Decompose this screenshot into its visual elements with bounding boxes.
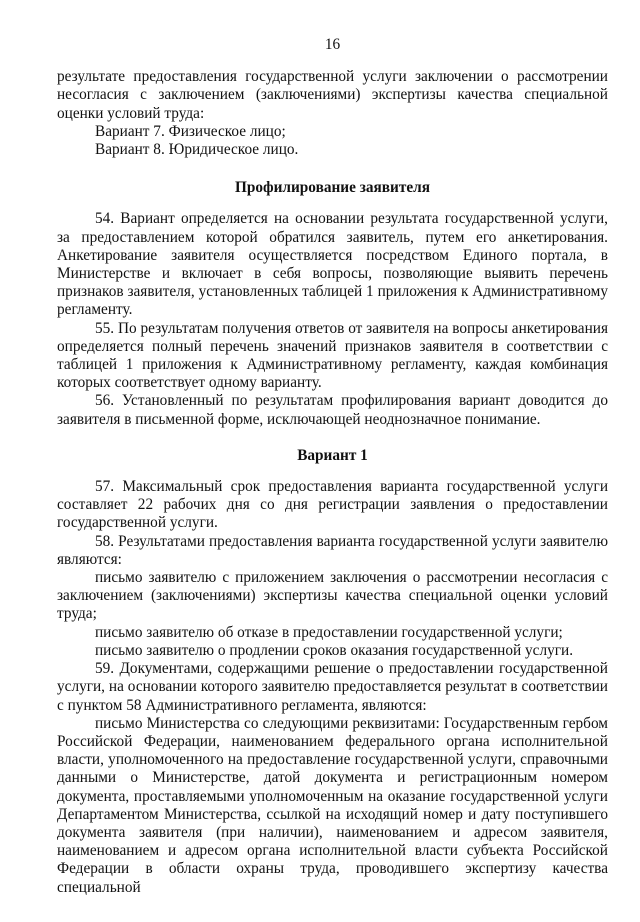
paragraph-58: 58. Результатами предоставления варианта государственной услуги заявителю являются: bbox=[57, 532, 608, 568]
paragraph-58-item-1: письмо заявителю с приложением заключения о рассмотрении несогласия с заключением (заключениями) экспертизы качества специальной оценки условий труда; bbox=[57, 569, 608, 623]
section-heading-variant-1: Вариант 1 bbox=[297, 446, 368, 464]
paragraph-57: 57. Максимальный срок предоставления варианта государственной услуги составляет 22 рабочих дня со дня регистрации заявления о предоставлении государственной услуги. bbox=[57, 478, 608, 532]
paragraph-54: 54. Вариант определяется на основании результата государственной услуги, за предоставлением которой обратился заявитель, путем его анкетирования. Анкетирование заявителя осуществляется посредством Единого портала, в Министерстве и включает в себя вопросы, позволяющие выявить перечень признаков заявителя, установленных таблицей 1 приложения к Административному регламенту. bbox=[57, 210, 608, 319]
paragraph-58-item-3: письмо заявителю о продлении сроков оказания государственной услуги. bbox=[95, 641, 574, 659]
paragraph-59-item-1: письмо Министерства со следующими реквизитами: Государственным гербом Российской Федерации, наименованием федерального органа исполнительной власти, уполномоченного на предоставление государственной услуги, справочными данными о Министерстве, датой документа и регистрационным номером документа, проставляемыми уполномоченным на оказание государственной услуги Департаментом Министерства, ссылкой на исходящий номер и дату поступившего документа заявителя (при наличии), наименованием и адресом заявителя, наименованием и адресом органа исполнительной власти субъекта Российской Федерации в области охраны труда, проводившего экспертизу качества специальной bbox=[57, 714, 608, 896]
section-heading-profiling: Профилирование заявителя bbox=[234, 179, 431, 197]
paragraph-continuation: результате предоставления государственной услуги заключении о рассмотрении несогласия с заключением (заключениями) экспертизы качества специальной оценки условий труда: bbox=[57, 68, 608, 122]
variant-8-line: Вариант 8. Юридическое лицо. bbox=[95, 141, 299, 159]
page-number: 16 bbox=[324, 36, 341, 53]
variant-7-line: Вариант 7. Физическое лицо; bbox=[95, 122, 286, 140]
paragraph-56: 56. Установленный по результатам профилирования вариант доводится до заявителя в письменной форме, исключающей неоднозначное понимание. bbox=[57, 392, 608, 428]
paragraph-55: 55. По результатам получения ответов от заявителя на вопросы анкетирования определяется полный перечень значений признаков заявителя в соответствии с таблицей 1 приложения к Административному регламенту, каждая комбинация которых соответствует одному варианту. bbox=[57, 319, 608, 392]
paragraph-58-item-2: письмо заявителю об отказе в предоставлении государственной услуги; bbox=[95, 623, 563, 641]
paragraph-59: 59. Документами, содержащими решение о предоставлении государственной услуги, на основании которого заявителю предоставляется результат в соответствии с пунктом 58 Административного регламента, являются: bbox=[57, 660, 608, 714]
